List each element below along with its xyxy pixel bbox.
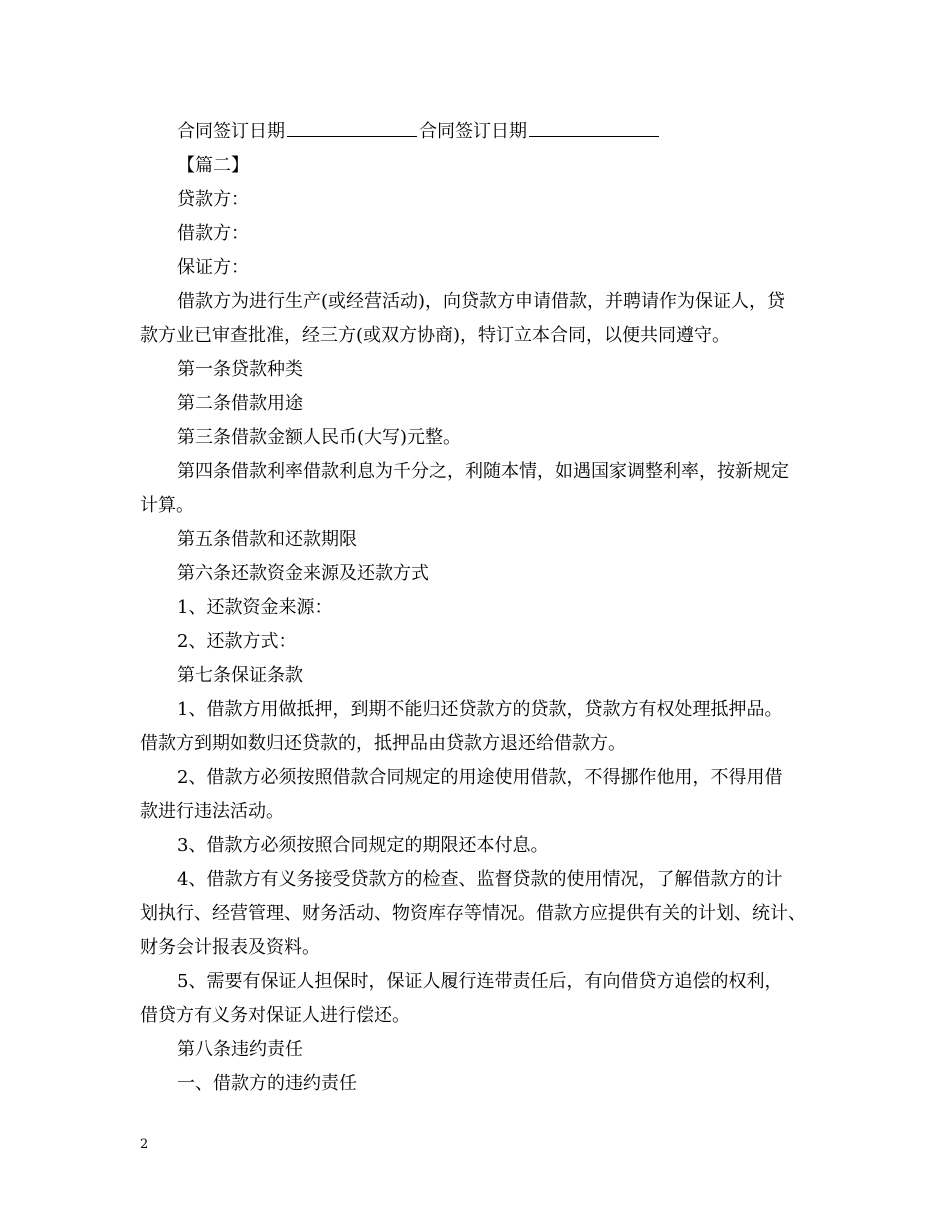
paragraph-line: 第四条借款利率借款利息为千分之，利随本情，如遇国家调整利率，按新规定 <box>177 461 789 482</box>
paragraph-line: 借款方为进行生产(或经营活动)，向贷款方申请借款，并聘请作为保证人，贷 <box>177 291 786 312</box>
sub-heading: 一、借款方的违约责任 <box>177 1073 357 1094</box>
signature-date-blank <box>287 116 417 137</box>
paragraph-line: 4、借款方有义务接受贷款方的检查、监督贷款的使用情况，了解借款方的计 <box>177 869 783 890</box>
paragraph-line: 借款方到期如数归还贷款的，抵押品由贷款方退还给借款方。 <box>140 733 626 754</box>
paragraph-line: 计算。 <box>140 495 194 516</box>
signature-date-label: 合同签订日期 <box>419 121 527 142</box>
article-heading: 第八条违约责任 <box>177 1039 303 1060</box>
paragraph-line: 财务会计报表及资料。 <box>140 937 320 958</box>
party-guarantor: 保证方： <box>177 257 249 278</box>
list-item: 2、还款方式： <box>177 631 297 652</box>
paragraph-line: 借贷方有义务对保证人进行偿还。 <box>140 1005 410 1026</box>
article-heading: 第一条贷款种类 <box>177 359 303 380</box>
paragraph-line: 划执行、经营管理、财务活动、物资库存等情况。借款方应提供有关的计划、统计、 <box>140 903 806 924</box>
article-heading: 第七条保证条款 <box>177 665 303 686</box>
party-borrower: 借款方： <box>177 223 249 244</box>
paragraph-line: 1、借款方用做抵押，到期不能归还贷款方的贷款，贷款方有权处理抵押品。 <box>177 699 783 720</box>
paragraph-line: 5、需要有保证人担保时，保证人履行连带责任后，有向借贷方追偿的权利， <box>177 971 783 992</box>
article-heading: 第六条还款资金来源及还款方式 <box>177 563 429 584</box>
list-item: 1、还款资金来源： <box>177 597 333 618</box>
paragraph-line: 款进行违法活动。 <box>140 801 284 822</box>
signature-date-line <box>140 115 826 149</box>
signature-date-blank <box>529 116 659 137</box>
signature-date-label: 合同签订日期 <box>177 121 285 142</box>
article-heading: 第二条借款用途 <box>177 393 303 414</box>
article-heading: 第五条借款和还款期限 <box>177 529 357 550</box>
paragraph-line: 款方业已审查批准，经三方(或双方协商)，特订立本合同，以便共同遵守。 <box>140 325 731 346</box>
paragraph-line: 3、借款方必须按照合同规定的期限还本付息。 <box>177 835 549 856</box>
page-number: 2 <box>140 1137 149 1152</box>
paragraph-line: 2、借款方必须按照借款合同规定的用途使用借款，不得挪作他用，不得用借 <box>177 767 783 788</box>
article-heading: 第三条借款金额人民币(大写)元整。 <box>177 427 462 448</box>
section-heading: 【篇二】 <box>177 155 249 176</box>
document-body <box>140 115 826 1101</box>
party-lender: 贷款方： <box>177 189 249 210</box>
